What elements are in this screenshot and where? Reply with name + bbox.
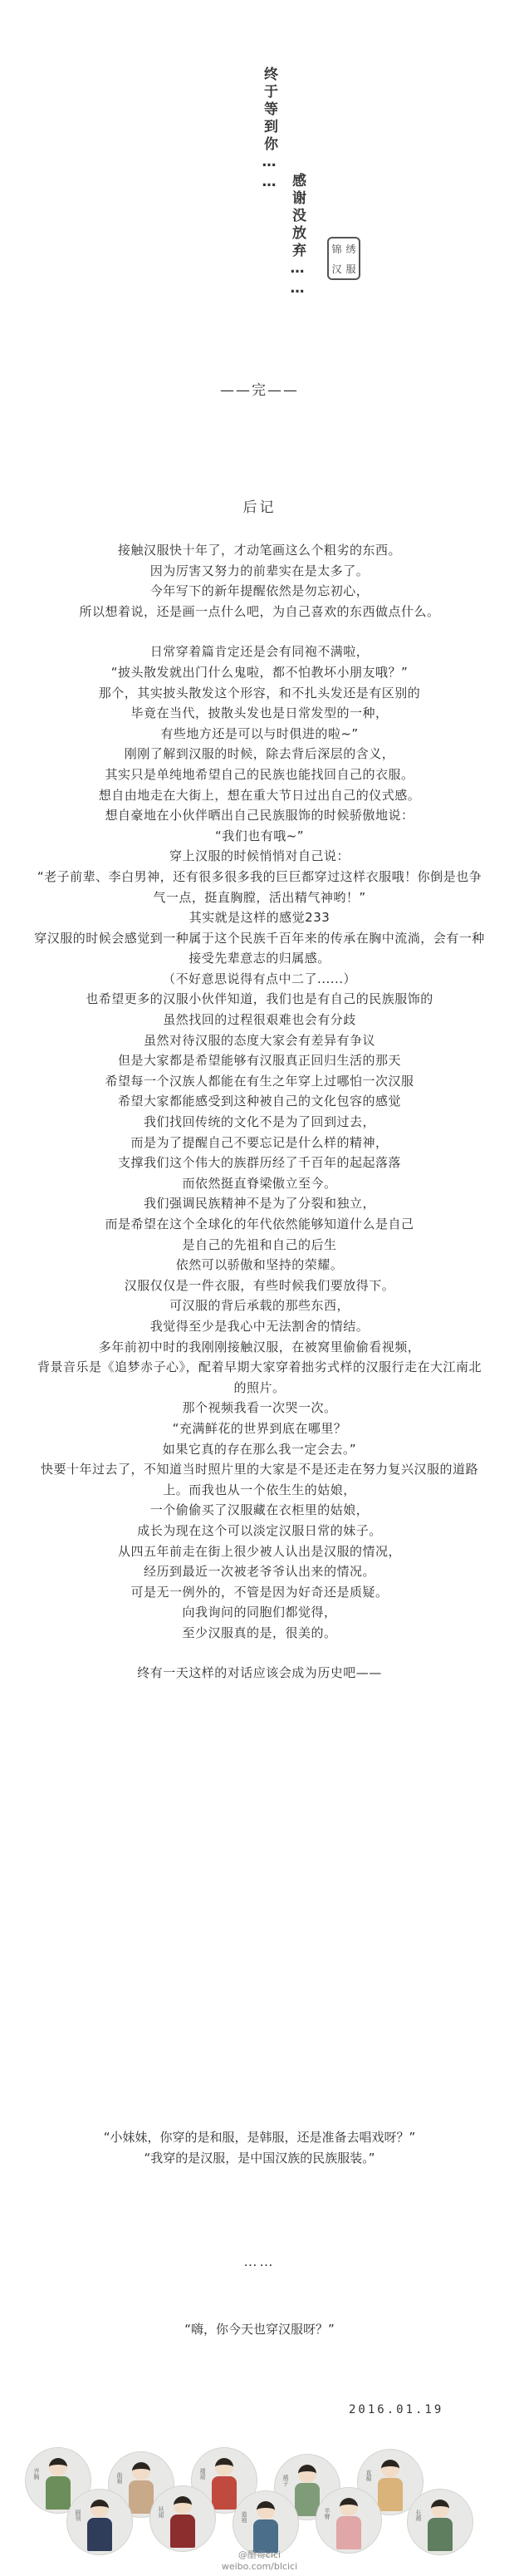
body-line: 有些地方还是可以与时俱进的啦~” — [160, 725, 359, 741]
body-line: 但是大家都是希望能够有汉服真正回归生活的那天 — [117, 1053, 401, 1069]
body-line: 那个，其实披头散发这个形容，和不扎头发还是有区别的 — [98, 685, 421, 701]
figure-garment — [212, 2476, 237, 2510]
body-line: 从四五年前走在街上很少被人认出是汉服的情况， — [117, 1543, 401, 1559]
body-line: 支撑我们这个伟大的族群历经了千百年的起起落落 — [117, 1155, 401, 1171]
body-line: 至少汉服真的是，很美的。 — [182, 1625, 337, 1640]
seal-char: 绣 — [345, 243, 356, 255]
figure-head — [381, 2460, 399, 2478]
figure-label: 半臂 — [324, 2508, 330, 2519]
figure-head — [257, 2501, 275, 2519]
body-line: 经历到最近一次被老爷爷认出来的情况。 — [143, 1564, 375, 1580]
body-line: 可汉服的背后承载的那些东西， — [169, 1298, 350, 1314]
body-line: 接触汉服快十年了，才动笔画这么个粗劣的东西。 — [117, 543, 401, 558]
body-line: 而是为了提醒自己不要忘记是什么样的精神， — [130, 1134, 389, 1150]
body-line: 其实就是这样的感觉233 — [189, 910, 330, 926]
body-line: 穿汉服的时候会感觉到一种属于这个民族千百年来的传承在胸中流淌，会有一种接受先辈意志的归属感。 — [34, 930, 485, 966]
body-line: 汉服仅仅是一件衣服，有些时候我们要放得下。 — [124, 1277, 395, 1293]
body-line: 如果它真的存在那么我一定会去。” — [162, 1441, 357, 1457]
figure-garment — [428, 2518, 453, 2551]
body-line: 背景音乐是《追梦赤子心》，配着早期大家穿着拙劣式样的汉服行走在大江南北的照片。 — [37, 1359, 482, 1395]
figure-label: 长褙 — [415, 2510, 422, 2521]
figure-head — [215, 2458, 233, 2476]
body-line: 我们找回传统的文化不是为了回到过去， — [143, 1114, 375, 1130]
body-line: 一个偷偷买了汉服藏在衣柜里的姑娘， — [149, 1502, 370, 1518]
figure-head — [132, 2462, 150, 2480]
body-line: 希望大家都能感受到这种被自己的文化包容的感觉 — [117, 1094, 401, 1109]
body-line: 也希望更多的汉服小伙伴知道，我们也是有自己的民族服饰的 — [86, 991, 433, 1007]
body-line: 虽然找回的过程很艰难也会有分歧 — [163, 1012, 356, 1028]
quote-line: “我穿的是汉服，是中国汉族的民族服装。” — [144, 2151, 375, 2166]
postscript-body — [33, 540, 486, 1684]
body-line: 终有一天这样的对话应该会成为历史吧—— — [137, 1665, 382, 1681]
body-line: 而依然挺直脊梁傲立至今。 — [182, 1175, 337, 1191]
body-line: 那个视频我看一次哭一次。 — [182, 1400, 337, 1416]
body-line: 穿上汉服的时候悄悄对自己说： — [169, 848, 350, 864]
figure-garment — [378, 2478, 403, 2511]
figure-label: 直裾 — [365, 2470, 372, 2481]
hanfu-figure-card — [316, 2487, 382, 2554]
end-mark: ——完—— — [220, 382, 299, 399]
postscript-heading: 后记 — [242, 499, 277, 516]
figure-label: 齐胸 — [33, 2468, 40, 2480]
seal-char: 服 — [345, 263, 356, 275]
body-line: 我觉得至少是我心中无法割舍的情结。 — [149, 1318, 370, 1334]
figure-label: 道袍 — [241, 2511, 247, 2523]
body-line: 刚刚了解到汉服的时候，除去背后深层的含义， — [124, 746, 395, 762]
figure-head — [174, 2496, 192, 2515]
figure-label: 褙子 — [282, 2475, 289, 2486]
figure-garment — [87, 2518, 112, 2551]
hanfu-figure-card — [66, 2489, 133, 2555]
figure-label: 圆领 — [75, 2510, 81, 2521]
hanfu-illustration — [17, 2447, 502, 2551]
body-line: 成长为现在这个可以淡定汉服日常的妹子。 — [137, 1522, 382, 1538]
ellipsis-mark: …… — [243, 2254, 276, 2269]
body-line: 是自己的先祖和自己的后生 — [182, 1236, 337, 1252]
title-column-1: 终于等到你…… — [261, 66, 277, 194]
body-line: 想自豪地在小伙伴晒出自己民族服饰的时候骄傲地说： — [105, 808, 414, 823]
date: 2016.01.19 — [349, 2403, 444, 2416]
hanfu-figure-card — [407, 2489, 473, 2555]
hanfu-figure-card — [149, 2485, 216, 2552]
dialogue-quotes — [33, 2127, 486, 2169]
quote-line: “小妹妹，你穿的是和服，是韩服，还是准备去唱戏呀？” — [103, 2130, 416, 2145]
body-line: 因为厉害又努力的前辈实在是太多了。 — [149, 563, 370, 578]
seal-char: 锦 — [331, 243, 342, 255]
body-line: 依然可以骄傲和坚持的荣耀。 — [175, 1257, 344, 1273]
figure-garment — [170, 2515, 195, 2548]
body-line: 快要十年过去了，不知道当时照片里的大家是不是还走在努力复兴汉服的道路上。而我也从一个依生生的姑娘， — [40, 1462, 478, 1497]
hanfu-figure-card — [233, 2490, 299, 2557]
body-line: 向我询问的同胞们都觉得， — [182, 1605, 337, 1620]
seal-char: 汉 — [331, 263, 342, 275]
figure-head — [49, 2458, 67, 2476]
body-line: 多年前初中时的我刚刚接触汉服，在被窝里偷偷看视频， — [98, 1339, 421, 1354]
body-line: 毕竟在当代，披散头发也是日常发型的一种， — [130, 705, 389, 721]
body-line: 其实只是单纯地希望自己的民族也能找回自己的衣服。 — [105, 766, 414, 782]
body-line: 希望每一个汉族人都能在有生之年穿上过哪怕一次汉服 — [105, 1073, 414, 1089]
body-line: “老子前辈、李白男神，还有很多很多我的巨巨都穿过这样衣服哦！你倒是也争气一点，挺直胸膛，活出精气神哟！” — [37, 868, 482, 905]
paragraph-gap — [33, 1643, 486, 1663]
body-line: 而是希望在这个全球化的年代依然能够知道什么是自己 — [105, 1217, 414, 1231]
body-line: （不好意思说得有点中二了......） — [162, 971, 357, 986]
title-column-2: 感谢没放弃…… — [289, 173, 306, 300]
body-line: 所以想着说，还是画一点什么吧，为自己喜欢的东西做点什么。 — [79, 603, 440, 619]
body-line: 想自由地走在大街上，想在重大节日过出自己的仪式感。 — [98, 787, 421, 803]
watermark-url: weibo.com/blcici — [221, 2561, 298, 2572]
body-line: 日常穿着篇肯定还是会有同袍不满啦， — [149, 644, 370, 660]
figure-head — [431, 2500, 449, 2518]
body-line: 今年写下的新年提醒依然是勿忘初心， — [149, 583, 370, 599]
seal-stamp — [327, 237, 360, 280]
body-line: 虽然对待汉服的态度大家会有差异有争议 — [143, 1032, 375, 1048]
figure-head — [298, 2465, 316, 2483]
final-question: “嗨，你今天也穿汉服呀？” — [184, 2322, 335, 2337]
body-line: 可是无一例外的，不管是因为好奇还是质疑。 — [130, 1584, 389, 1600]
body-line: “我们也有哦~” — [214, 828, 305, 843]
figure-garment — [336, 2516, 361, 2549]
figure-head — [340, 2498, 358, 2516]
watermark-author: @醋哥cici — [237, 2549, 282, 2560]
figure-head — [91, 2500, 109, 2518]
paragraph-gap — [33, 622, 486, 642]
figure-garment — [46, 2476, 71, 2510]
figure-label: 曲裾 — [116, 2472, 123, 2484]
body-line: 我们强调民族精神不是为了分裂和独立， — [143, 1196, 375, 1212]
body-line: “披头散发就出门什么鬼啦，都不怕教坏小朋友哦？” — [110, 664, 409, 680]
figure-label: 袄裙 — [158, 2506, 164, 2518]
figure-garment — [129, 2480, 154, 2514]
figure-label: 襦裙 — [199, 2468, 206, 2480]
body-line: “充满鲜花的世界到底在哪里？ — [172, 1420, 347, 1436]
